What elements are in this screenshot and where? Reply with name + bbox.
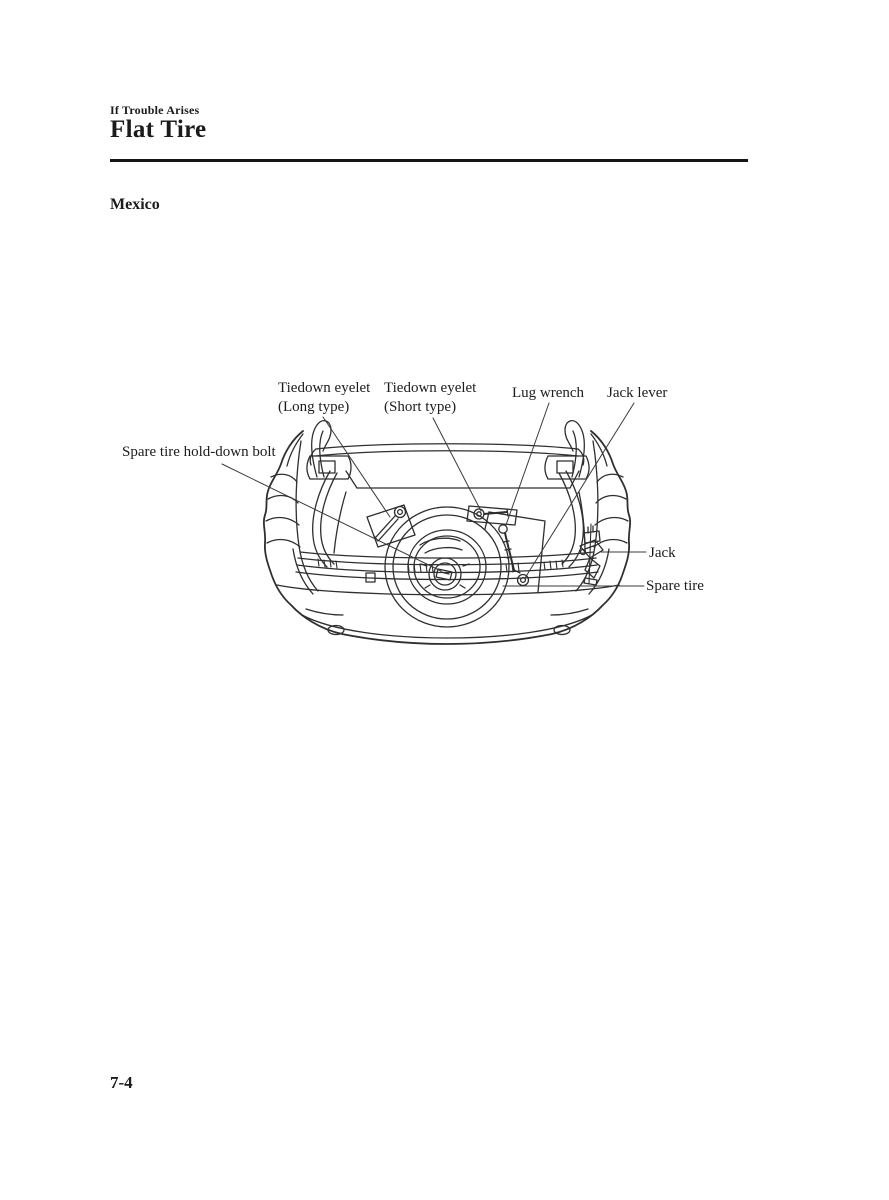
label-spare-tire-hold-down-bolt: [122, 443, 276, 462]
hold-down-bolt-art: [436, 569, 452, 580]
label-lug-wrench: [512, 384, 584, 403]
jack-art: [580, 524, 603, 585]
label-text: Spare tire: [646, 578, 704, 594]
leader-lug-wrench: [506, 403, 549, 525]
hinge-left-art: [307, 421, 351, 479]
section-label: If Trouble Arises: [110, 103, 200, 117]
leader-tiedown-short: [433, 418, 481, 511]
label-text-line2: (Long type): [278, 399, 350, 415]
leader-tiedown-long: [323, 417, 390, 517]
label-text: Spare tire hold-down bolt: [122, 444, 276, 460]
bumper-art: [277, 585, 619, 638]
page-title: Flat Tire: [110, 116, 207, 143]
label-text: Jack lever: [607, 385, 668, 401]
label-jack: [649, 544, 676, 563]
label-tiedown-eyelet-long: [278, 379, 370, 417]
hinge-right-art: [545, 421, 589, 479]
jack-lever-bolt-art: [518, 575, 529, 586]
subheading-region: Mexico: [110, 196, 160, 213]
label-text-line1: Tiedown eyelet: [278, 380, 371, 396]
label-text: Lug wrench: [512, 385, 585, 401]
label-jack-lever: [607, 384, 667, 403]
sill-lines-art: [296, 552, 598, 580]
label-text-line2: (Short type): [384, 399, 457, 415]
label-text: Jack: [649, 545, 676, 561]
page-number: 7-4: [110, 1073, 133, 1092]
spare-tire-art: [385, 507, 509, 627]
label-tiedown-eyelet-short: [384, 379, 476, 417]
label-spare-tire: [646, 577, 704, 596]
label-text-line1: Tiedown eyelet: [384, 380, 477, 396]
